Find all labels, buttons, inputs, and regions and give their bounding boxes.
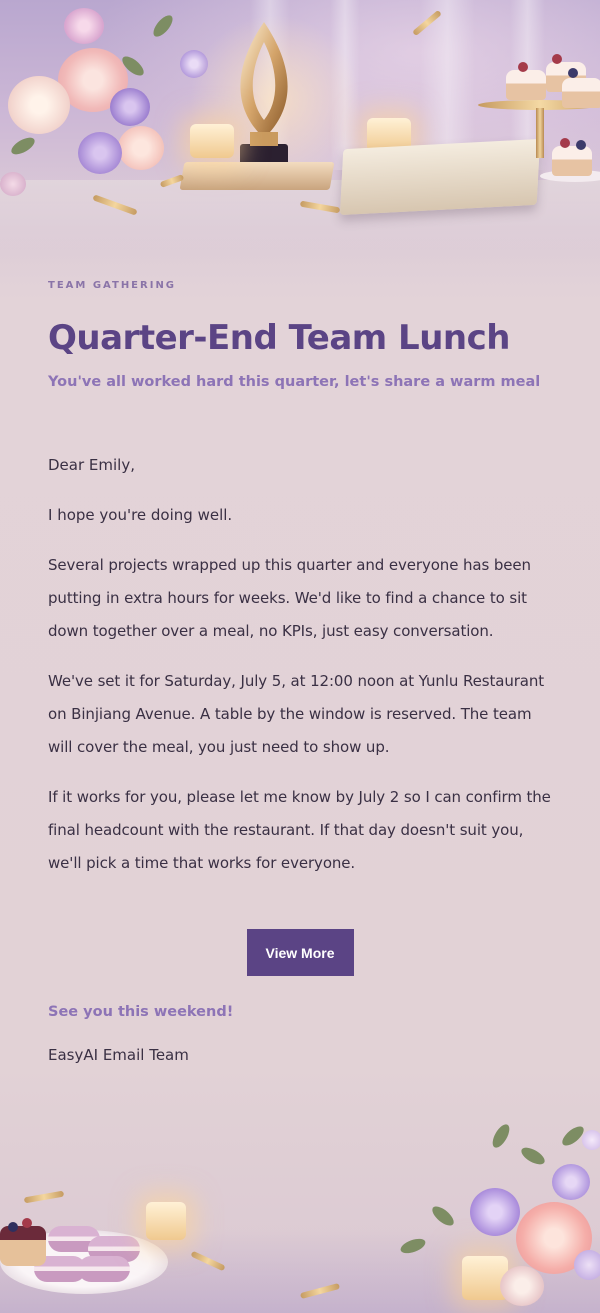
email-content bbox=[48, 280, 552, 1064]
header-banner-image bbox=[0, 0, 600, 260]
cta-container bbox=[48, 929, 552, 976]
candle-icon bbox=[190, 124, 234, 158]
greeting: Dear Emily, bbox=[48, 456, 135, 475]
body-paragraph: Several projects wrapped up this quarter and everyone has been putting in extra hours for weeks. We'd like to find a chance to sit down together over a meal, no KPIs, just easy conversation. bbox=[48, 556, 531, 641]
eyebrow-label: TEAM GATHERING bbox=[48, 280, 177, 291]
closing-line: See you this weekend! bbox=[48, 1004, 234, 1021]
trophy-base bbox=[180, 162, 335, 190]
candle-icon bbox=[146, 1202, 186, 1240]
view-more-button[interactable]: View More bbox=[247, 929, 354, 976]
body-paragraph: We've set it for Saturday, July 5, at 12:00 noon at Yunlu Restaurant on Binjiang Avenue. A table by the window is reserved. The team will cover the meal, you just need to show up. bbox=[48, 672, 545, 757]
trophy-icon bbox=[228, 20, 300, 176]
notebook-icon bbox=[340, 139, 540, 215]
intro-line: I hope you're doing well. bbox=[48, 506, 233, 525]
footer-banner-image bbox=[0, 1090, 600, 1313]
body-paragraph: If it works for you, please let me know by July 2 so I can confirm the final headcount with the restaurant. If that day doesn't suit you, we'll pick a time that works for everyone. bbox=[48, 788, 551, 873]
email-subtitle: You've all worked hard this quarter, let's share a warm meal bbox=[48, 374, 541, 391]
ribbon-icon bbox=[24, 1191, 64, 1204]
signature: EasyAI Email Team bbox=[48, 1046, 189, 1065]
email-title: Quarter-End Team Lunch bbox=[48, 318, 510, 358]
